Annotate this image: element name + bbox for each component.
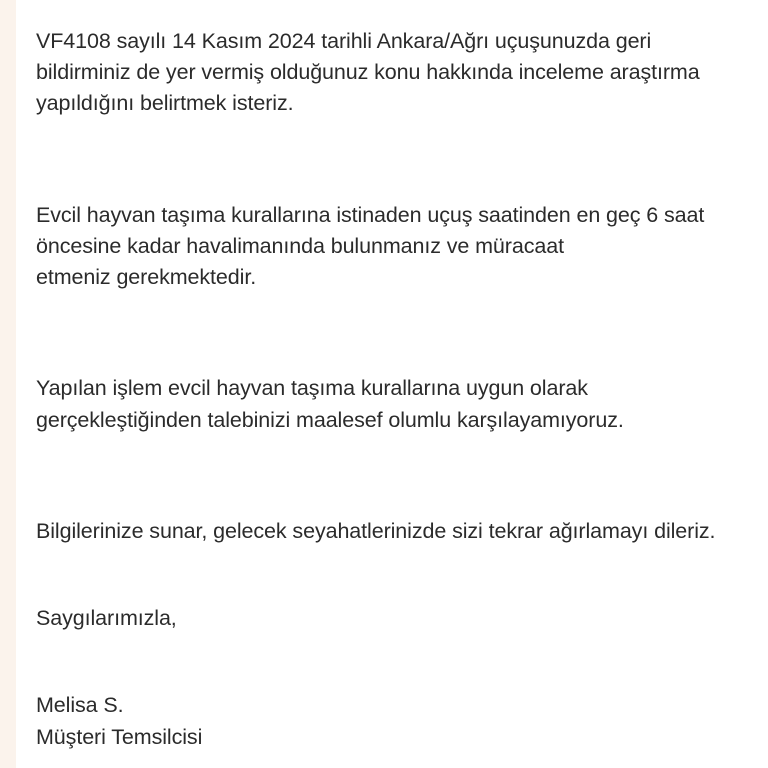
text-line: gerçekleştiğinden talebinizi maalesef olumlu karşılayamıyoruz.	[36, 408, 624, 432]
signature-name: Melisa S.	[36, 693, 124, 717]
text-line: Yapılan işlem evcil hayvan taşıma kurallarına uygun olarak	[36, 376, 588, 400]
signature-title: Müşteri Temsilcisi	[36, 725, 203, 749]
text-line: yapıldığını belirtmek isteriz.	[36, 91, 294, 115]
text-line: bildirminiz de yer vermiş olduğunuz konu hakkında inceleme araştırma	[36, 60, 700, 84]
text-line: etmeniz gerekmektedir.	[36, 265, 257, 289]
closing-text: Saygılarımızla,	[36, 606, 177, 630]
text-line: Evcil hayvan taşıma kurallarına istinaden uçuş saatinden en geç 6 saat	[36, 203, 705, 227]
text-line: öncesine kadar havalimanında bulunmanız ve müracaat	[36, 234, 564, 258]
left-margin-strip	[0, 0, 16, 768]
text-line: Bilgilerinize sunar, gelecek seyahatlerinizde sizi tekrar ağırlamayı dileriz.	[36, 519, 716, 543]
text-line: VF4108 sayılı 14 Kasım 2024 tarihli Ankara/Ağrı uçuşunuzda geri	[36, 29, 652, 53]
